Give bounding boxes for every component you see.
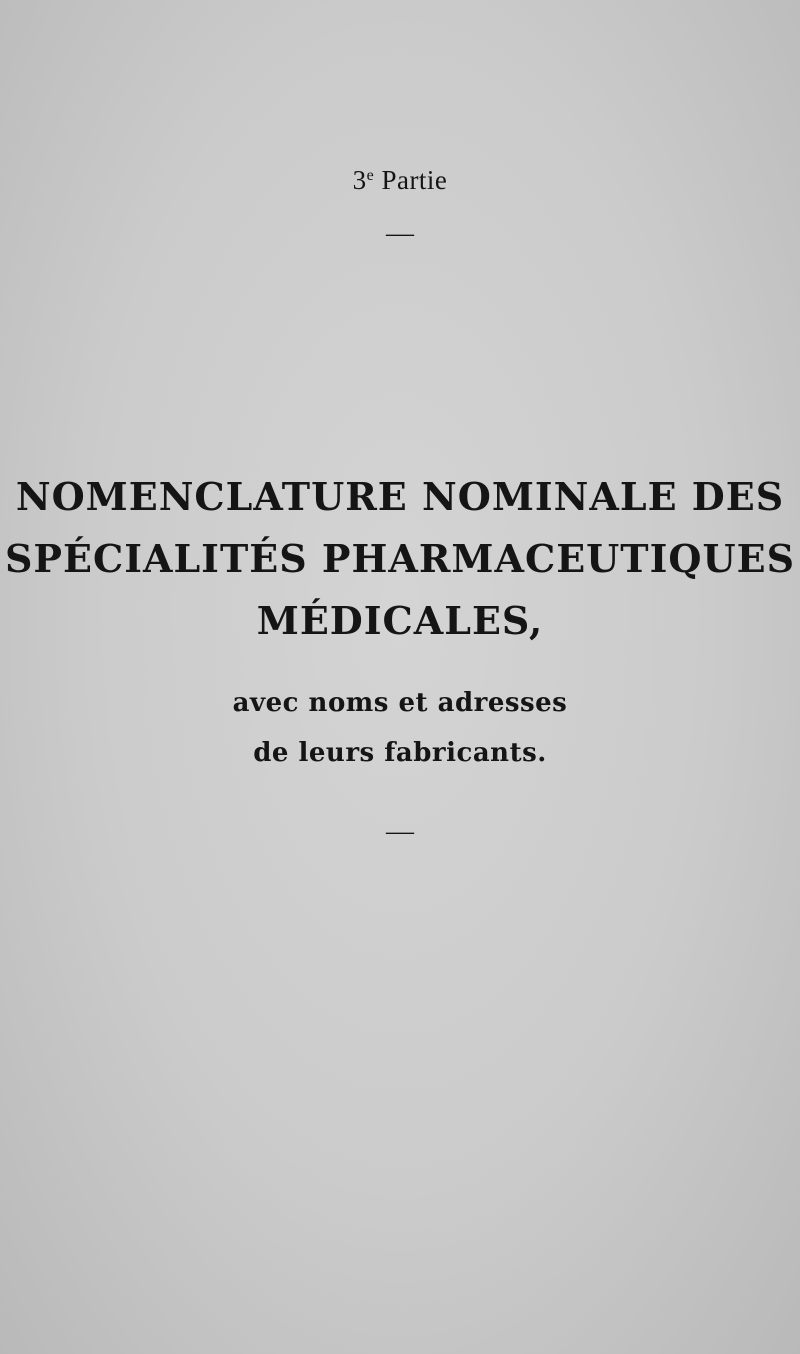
part-superscript: e [366, 167, 375, 184]
title-line-1: NOMENCLATURE NOMINALE DES [15, 474, 785, 519]
subtitle-line-2: de leurs fabricants. [253, 738, 547, 768]
part-heading [0, 165, 800, 196]
part-word: Partie [381, 165, 448, 195]
subtitle-line-1: avec noms et adresses [232, 688, 568, 718]
main-title [0, 466, 800, 652]
subtitle [0, 678, 800, 778]
title-line-3: MÉDICALES, [256, 598, 544, 643]
part-number: 3 [352, 165, 367, 195]
separator-bottom: — [386, 816, 414, 847]
separator-top: — [386, 218, 414, 249]
title-line-2: SPÉCIALITÉS PHARMACEUTIQUES [4, 536, 796, 581]
